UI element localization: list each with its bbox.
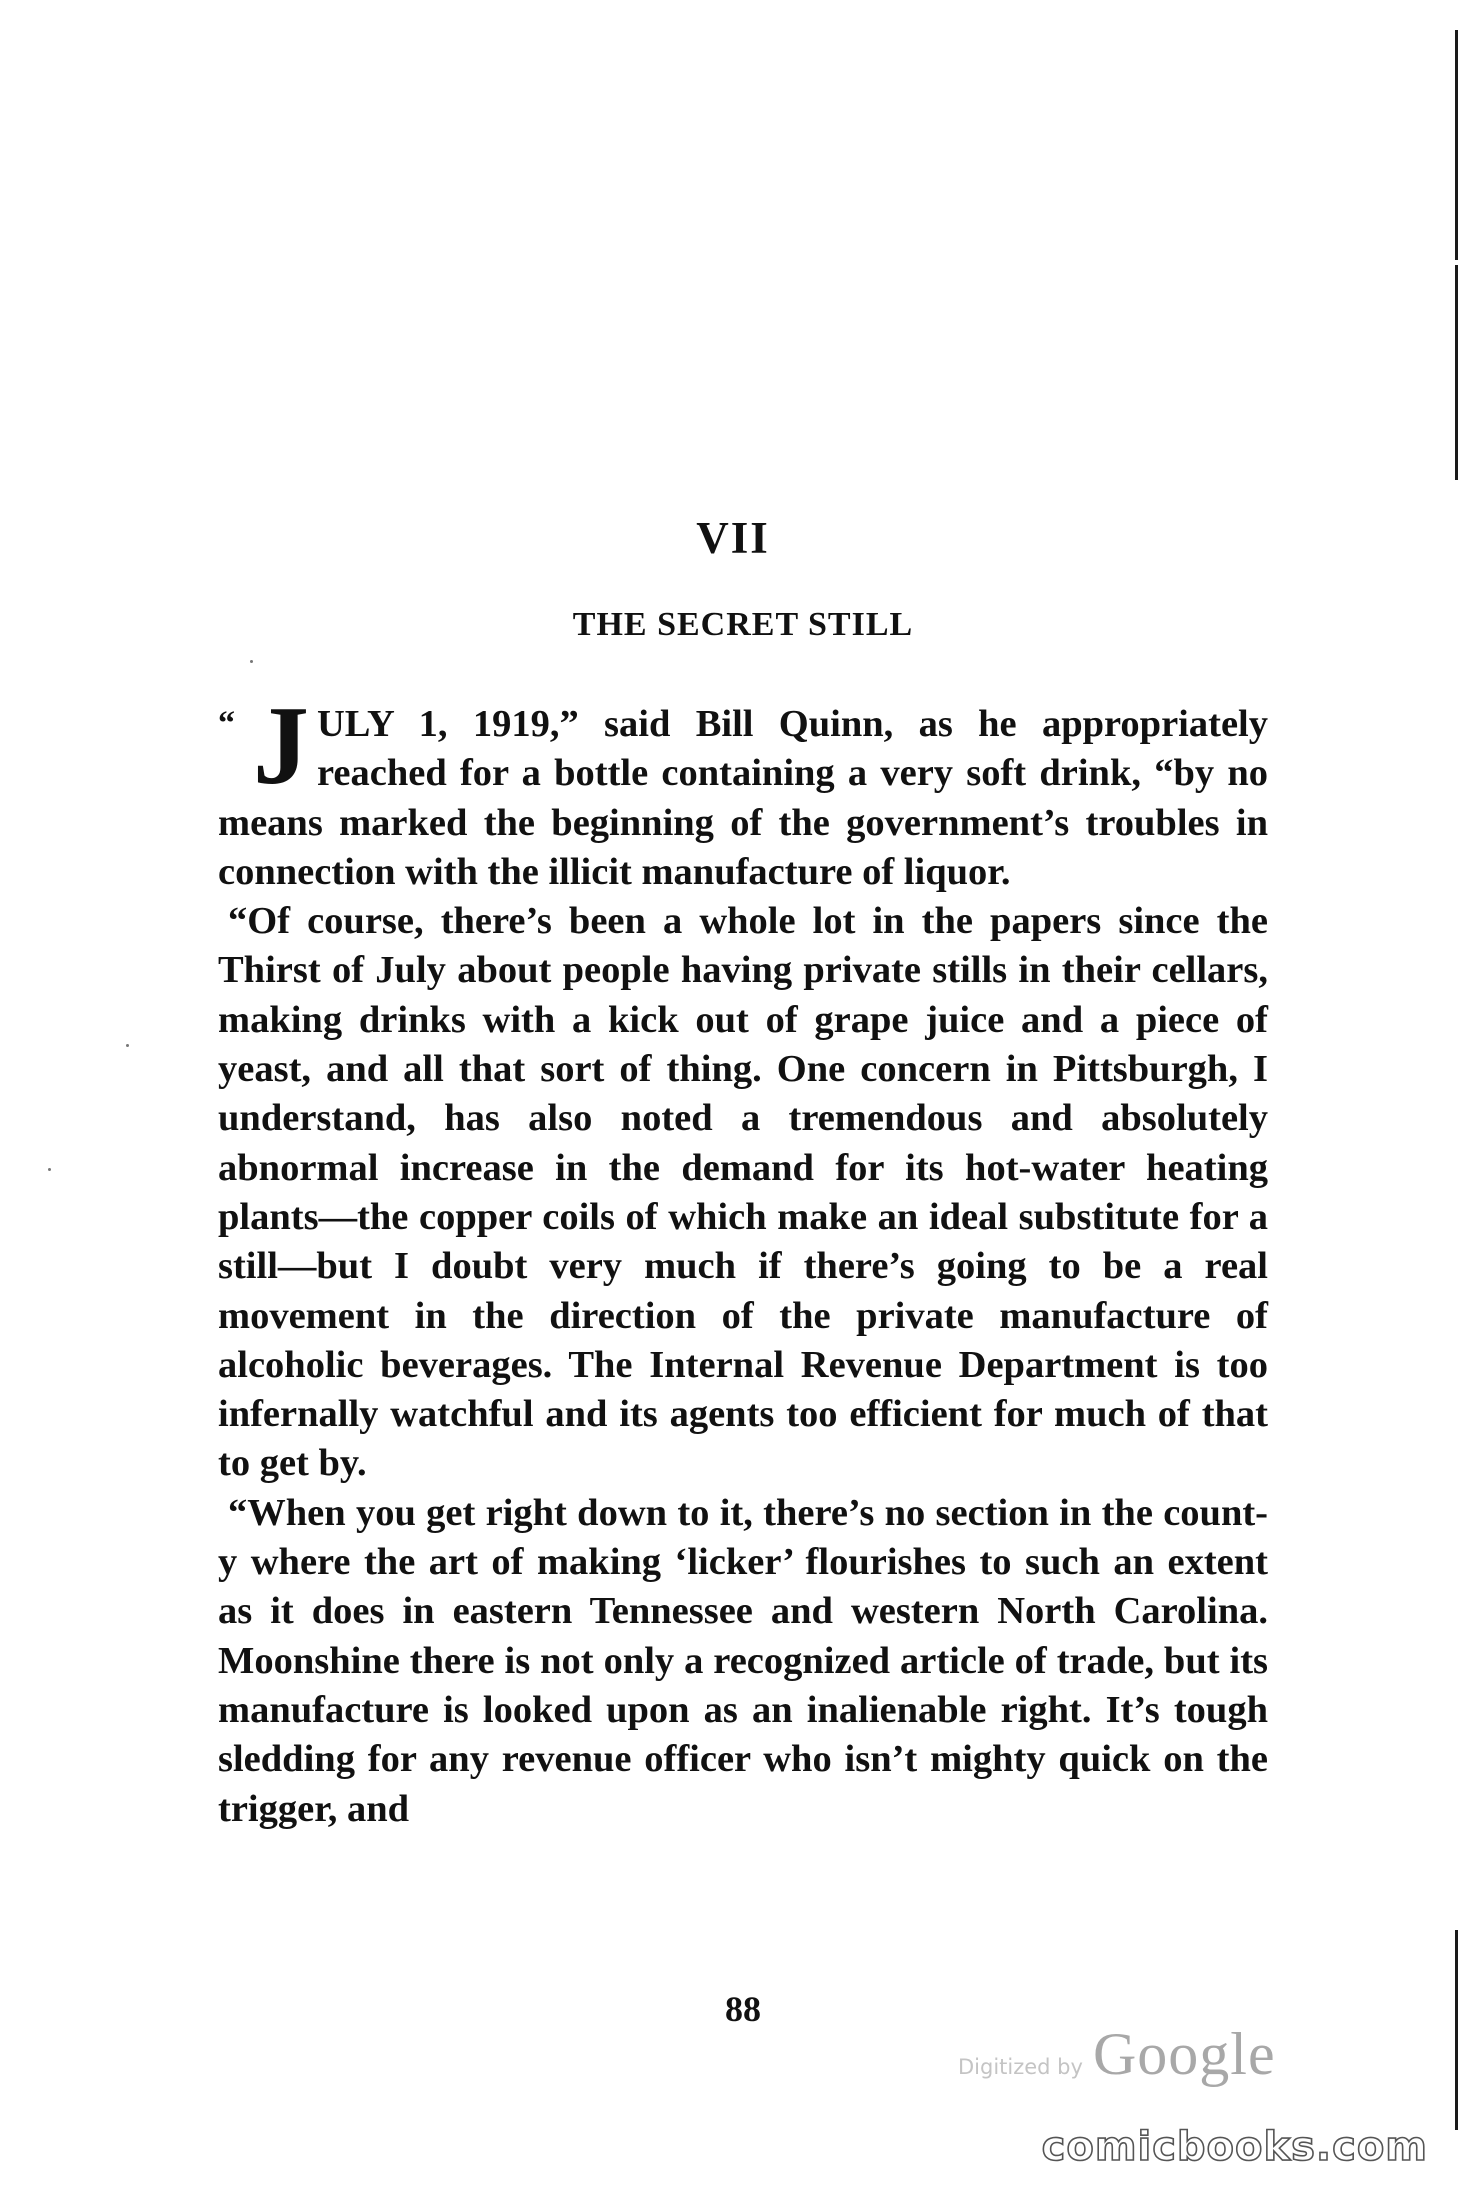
paragraph-2: “Of course, there’s been a whole lot in the papers since the Thirst of July about people having private stills in their cellars, making drinks with a kick out of grape juice and a piece of yeast, and all that sort of thing. One concern in Pittsburgh, I understand, has also noted a tremendous and absolutely abnormal increase in the demand for its hot-water heating plants—the copper coils of which make an ideal substitute for a still—but I doubt very much if there’s going to be a real movement in the direction of the private manufacture of alcoholic beverages. The Internal Revenue Department is too infernally watchful and its agents too efficient for much of that to get by. xyxy=(218,900,1268,1485)
dropcap-quote: “ xyxy=(218,705,235,742)
paragraph-3: “When you get right down to it, there’s no section in the count-y where the art of making ‘licker’ flourishes to such an extent as it does in eastern Tennessee and western North Carolina. Moonshine there is not only a recognized article of trade, but its manufacture is looked upon as an inalienable right. It’s tough sledding for any revenue officer who isn’t mighty quick on the trigger, and xyxy=(218,1491,1268,1830)
scan-speck xyxy=(48,1168,51,1171)
digitized-by-google-logo xyxy=(958,2020,1276,2089)
digitized-prefix: Digitized by xyxy=(958,2055,1083,2079)
dropcap xyxy=(218,684,309,808)
binding-edge-shadow xyxy=(1455,265,1458,480)
binding-edge-shadow xyxy=(1455,1930,1458,2130)
page-number: 88 xyxy=(725,1989,761,2029)
scan-speck xyxy=(126,1044,129,1047)
binding-edge-shadow xyxy=(1455,30,1458,260)
chapter-body xyxy=(218,684,1268,1834)
paragraph-text: ULY 1, 1919,” said Bill Quinn, as he appropriately reached for a bottle containing a very soft drink, “by no means marked the beginning of the government’s troubles in connection with the illicit manufacture of liquor. xyxy=(218,703,1268,893)
site-watermark: comicbooks.com xyxy=(1041,2124,1428,2170)
chapter-number: VII xyxy=(696,513,770,563)
paragraph-1 xyxy=(218,684,1268,897)
chapter-title: THE SECRET STILL xyxy=(572,606,914,643)
scan-speck xyxy=(250,660,253,663)
google-wordmark: Google xyxy=(1092,2021,1276,2087)
dropcap-letter: J xyxy=(253,684,309,808)
